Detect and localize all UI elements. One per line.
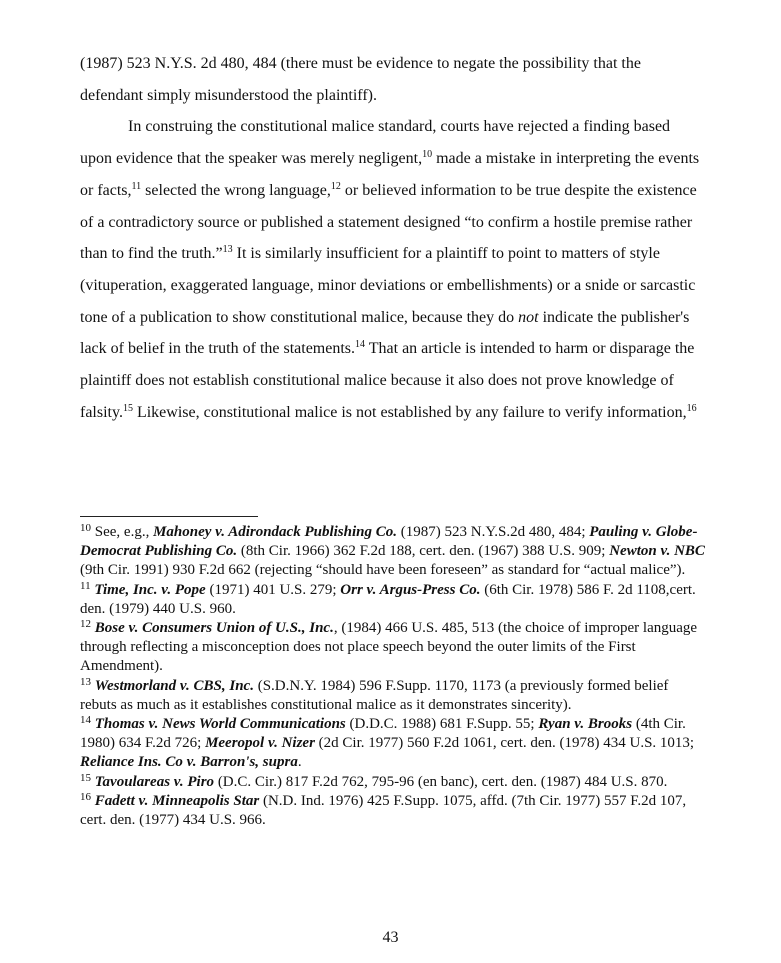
footnote-ref-12[interactable]: 12 bbox=[330, 180, 341, 192]
case-name: Mahoney v. Adirondack Publishing Co. bbox=[153, 524, 398, 540]
footnote-ref-14[interactable]: 14 bbox=[355, 339, 366, 351]
body-text bbox=[80, 48, 705, 428]
footnote-ref-16[interactable]: 16 bbox=[686, 402, 697, 414]
case-name: Meeropol v. Nizer bbox=[205, 735, 315, 752]
case-name: Pauling v. Globe-Democrat Publishing Co. bbox=[80, 524, 698, 560]
case-name: Fadett v. Minneapolis Star bbox=[94, 792, 260, 809]
footnote-ref-11[interactable]: 11 bbox=[131, 180, 142, 192]
case-name: Time, Inc. v. Pope bbox=[94, 581, 206, 598]
case-name: Reliance Ins. Co v. Barron's, supra bbox=[80, 754, 298, 771]
case-name: Newton v. NBC bbox=[609, 543, 705, 560]
footnote-15: $^{15}$ Tavoulareas v. Piro (D.C. Cir.) 817 F.2d 762, 795-96 (en banc), cert. den. (1987) 484 U.S. 870. bbox=[80, 771, 668, 790]
emphasis-not: not bbox=[518, 308, 539, 326]
paragraph-2: In construing the constitutional malice standard, courts have rejected a finding based upon evidence that the speaker was merely negligent,$^{10}$ made a mistake in interpreting the events or facts,$^{11}$ selected the wrong language,$^{12}$ or believed information to be true despite the existence of a contradictory source or published a statement designed “to confirm a hostile premise rather than to find the truth.”$^{13}$ It is similarly insufficient for a plaintiff to point to matters of style (vituperation, exaggerated language, minor deviations or embellishments) or a snide or sarcastic tone of a publication to show constitutional malice, because they do not indicate the publisher's lack of belief in the truth of the statements.$^{14}$ That an article is intended to harm or disparage the plaintiff does not establish constitutional malice because it also does not prove knowledge of falsity.$^{15}$ Likewise, constitutional malice is not established by any failure to verify information,$^{16}$ bbox=[80, 118, 700, 421]
case-name: Thomas v. News World Communications bbox=[94, 716, 346, 733]
case-name: Tavoulareas v. Piro bbox=[94, 773, 215, 790]
case-name: Orr v. Argus-Press Co. bbox=[340, 581, 481, 598]
footnote-14: $^{14}$ Thomas v. News World Communications (D.D.C. 1988) 681 F.Supp. 55; Ryan v. Brooks (4th Cir. 1980) 634 F.2d 726; Meeropol v. Nizer (2d Cir. 1977) 560 F.2d 1061, cert. den. (1978) 434 U.S. 1013; Reliance Ins. Co v. Barron's, supra. bbox=[80, 714, 695, 771]
paragraph-1: (1987) 523 N.Y.S. 2d 480, 484 (there must be evidence to negate the possibility that the defendant simply misunderstood the plaintiff). bbox=[80, 55, 641, 104]
footnote-separator bbox=[80, 516, 258, 517]
footnotes bbox=[80, 523, 705, 830]
footnote-ref-13[interactable]: 13 bbox=[222, 244, 233, 256]
footnote-11: $^{11}$ Time, Inc. v. Pope (1971) 401 U.S. 279; Orr v. Argus-Press Co. (6th Cir. 1978) 586 F. 2d 1108,cert. den. (1979) 440 U.S. 960. bbox=[80, 579, 696, 617]
footnote-12: $^{12}$ Bose v. Consumers Union of U.S., Inc., (1984) 466 U.S. 485, 513 (the choice of improper language through reflecting a misconception does not place speech beyond the outer limits of the First Amendment). bbox=[80, 618, 698, 675]
footnote-10: $^{10}$ See, e.g., Mahoney v. Adirondack Publishing Co. (1987) 523 N.Y.S.2d 480, 484; Pauling v. Globe-Democrat Publishing Co. (8th Cir. 1966) 362 F.2d 188, cert. den. (1967) 388 U.S. 909; Newton v. NBC (9th Cir. 1991) 930 F.2d 662 (rejecting “should have been foreseen” as standard for “actual malice”). bbox=[80, 522, 705, 579]
footnote-ref-15[interactable]: 15 bbox=[122, 402, 133, 414]
page-number: 43 bbox=[382, 929, 399, 946]
footnote-ref-10[interactable]: 10 bbox=[422, 149, 433, 161]
case-name: Ryan v. Brooks bbox=[538, 716, 633, 733]
case-name: Westmorland v. CBS, Inc. bbox=[94, 677, 254, 694]
footnote-16: $^{16}$ Fadett v. Minneapolis Star (N.D. Ind. 1976) 425 F.Supp. 1075, affd. (7th Cir. 1977) 557 F.2d 107, cert. den. (1977) 434 U.S. 966. bbox=[80, 790, 687, 829]
footnote-13: $^{13}$ Westmorland v. CBS, Inc. (S.D.N.Y. 1984) 596 F.Supp. 1170, 1173 (a previously formed belief rebuts as much as it establishes constitutional malice as it demonstrates sincerity). bbox=[80, 675, 669, 713]
case-name: Bose v. Consumers Union of U.S., Inc. bbox=[94, 620, 334, 637]
